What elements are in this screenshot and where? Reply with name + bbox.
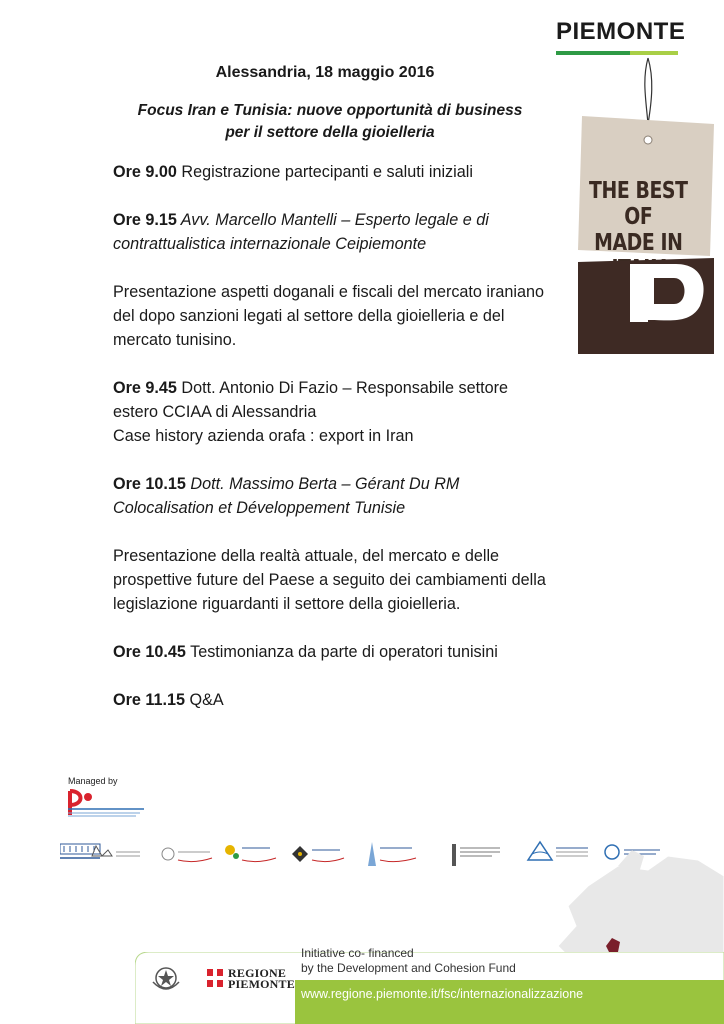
agenda-time: Ore 10.15 <box>113 475 186 493</box>
agenda-item-qa <box>113 688 553 712</box>
agenda-speaker: Dott. Massimo Berta – Gérant Du RM Colocalisation et Développement Tunisie <box>113 475 460 517</box>
camera-torino-logo-icon <box>452 844 500 866</box>
ceipiemonte-logo-icon <box>66 787 166 823</box>
cofinance-text <box>301 946 601 976</box>
agenda-text: Registrazione partecipanti e saluti iniziali <box>176 163 473 181</box>
piemonte-logo: PIEMONTE <box>556 18 686 45</box>
agenda-item-berta <box>113 472 553 520</box>
tag-line-1: THE BEST OF <box>589 178 688 230</box>
cofinance-line-1: Initiative co- financed <box>301 946 414 960</box>
agenda-time: Ore 10.45 <box>113 643 186 661</box>
regione-piemonte-logo-text <box>228 968 295 990</box>
regione-line-1: REGIONE <box>228 966 287 980</box>
agenda-time: Ore 11.15 <box>113 691 186 709</box>
agenda-time: Ore 9.15 <box>113 211 177 229</box>
cofinance-line-2: by the Development and Cohesion Fund <box>301 961 516 975</box>
event-title-line-1: Focus Iran e Tunisia: nuove opportunità di business <box>137 102 523 119</box>
agenda-text: Q&A <box>185 691 224 709</box>
agenda-item-di-fazio <box>113 376 553 448</box>
agenda-item-mantelli <box>113 208 553 256</box>
agenda-description-tunisia: Presentazione della realtà attuale, del mercato e delle prospettive future del Paese a seguito dei cambiamenti della legislazione riguardanti il settore della gioielleria. <box>113 547 546 613</box>
agenda-speaker: Avv. Marcello Mantelli – Esperto legale e di contrattualistica internazionale Ceipiemonte <box>113 211 489 253</box>
tag-line-2: MADE IN <box>594 230 683 256</box>
event-title <box>100 100 560 144</box>
event-title-line-2: per il settore della gioielleria <box>225 124 435 141</box>
agenda-text: Testimonianza da parte di operatori tunisini <box>185 643 498 661</box>
camera-asti-logo-icon <box>162 848 212 862</box>
agenda-time: Ore 9.00 <box>113 163 177 181</box>
camera-biella-logo-icon <box>225 845 276 862</box>
agenda <box>113 160 553 736</box>
camera-cuneo-logo-icon <box>292 846 344 862</box>
made-in-italy-dark-tag-icon <box>578 258 714 354</box>
event-date: Alessandria, 18 maggio 2016 <box>215 64 435 81</box>
agenda-case-history: Case history azienda orafa : export in Iran <box>113 427 414 445</box>
agenda-speaker: Dott. Antonio Di Fazio – Responsabile settore estero CCIAA di Alessandria <box>113 379 509 421</box>
regione-piemonte-shield-icon <box>207 969 223 987</box>
managed-by-label: Managed by <box>68 776 118 786</box>
agenda-item-testimony <box>113 640 553 664</box>
agenda-description-customs: Presentazione aspetti doganali e fiscali del mercato iraniano del dopo sanzioni legati al settore della gioielleria e del mercato tunisino. <box>113 283 545 349</box>
agenda-time: Ore 9.45 <box>113 379 177 397</box>
regione-line-2: PIEMONTE <box>228 977 295 991</box>
agenda-item-registration <box>113 160 553 184</box>
footer-url-link[interactable]: www.regione.piemonte.it/fsc/internazionalizzazione <box>301 987 584 1001</box>
camera-novara-logo-icon <box>368 842 416 866</box>
